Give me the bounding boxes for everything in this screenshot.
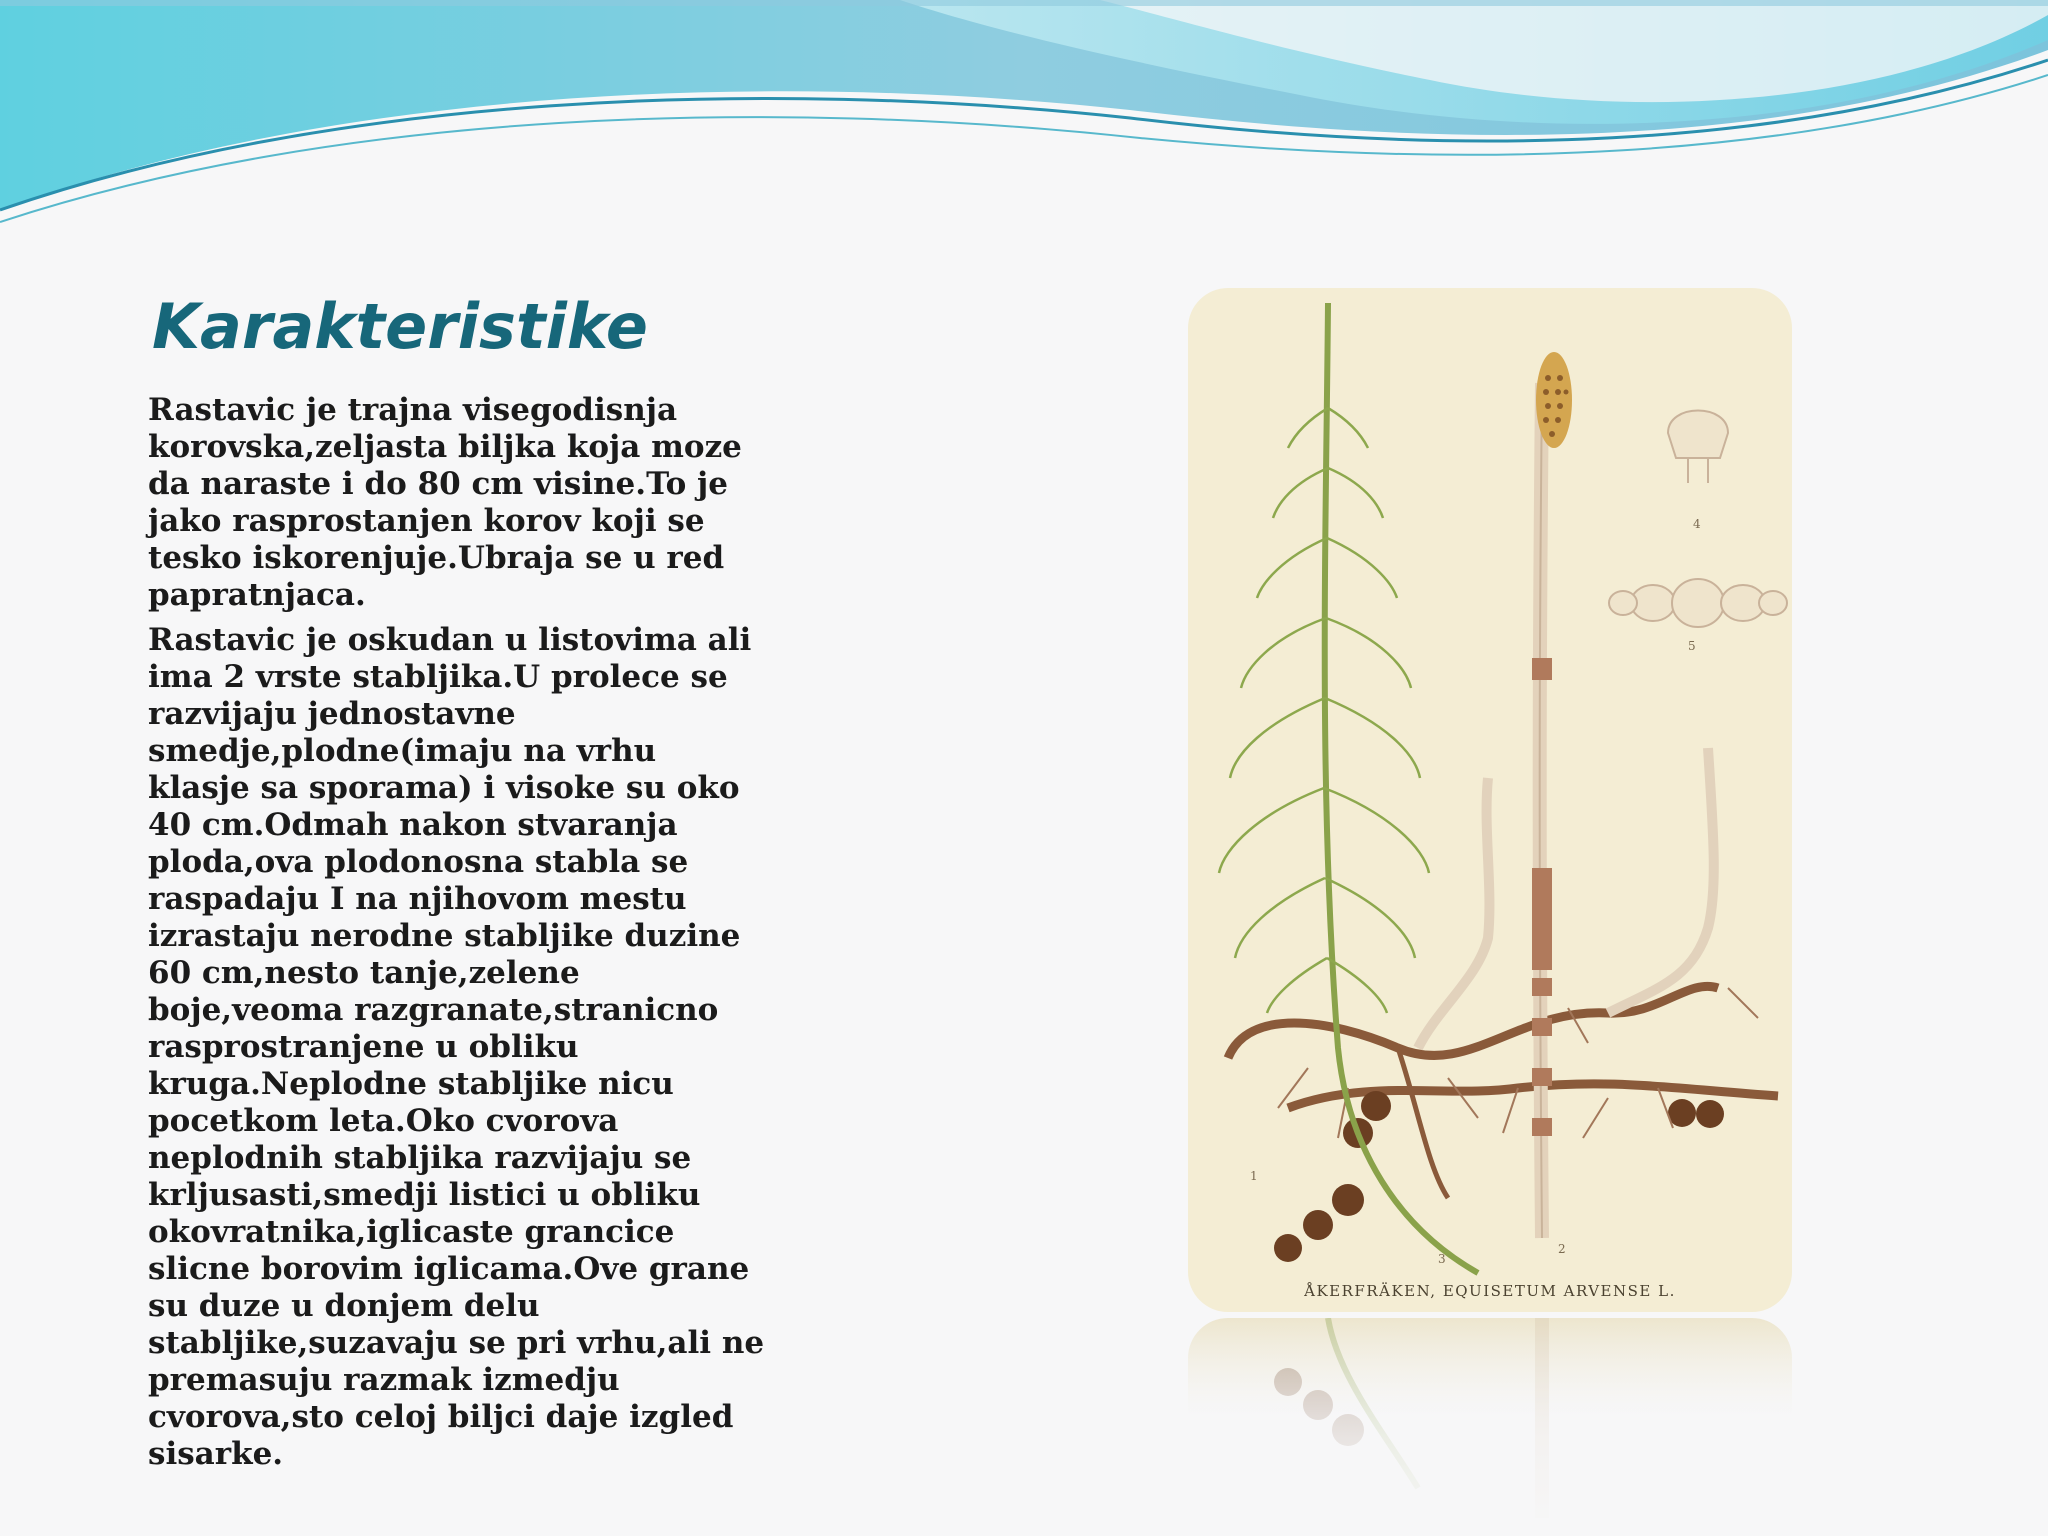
paragraph-intro: Rastavic je trajna visegodisnja korovska,zeljasta biljka koja moze da naraste i do 80 cm visine.To je jako rasprostanjen korov koji se tesko iskorenjuje.Ubraja se u red papratnjaca.: [148, 392, 742, 613]
slide-title: Karakteristike: [152, 290, 648, 363]
paragraph-stems: Rastavic je oskudan u listovima ali ima 2 vrste stabljika.U prolece se razvijaju jednostavne smedje,plodne(imaju na vrhu klasje sa sporama) i visoke su oko 40 cm.Odmah nakon stvaranja ploda,ova plodonosna stabla se raspadaju I na njihovom mestu izrastaju nerodne stabljike duzine 60 cm,nesto tanje,zelene boje,veoma razgranate,stranicno rasprostranjene u obliku kruga.Neplodne stabljike nicu pocetkom leta.Oko cvorova neplodnih stabljika razvijaju se krljusasti,smedji listici u obliku okovratnika,iglicaste grancice slicne borovim iglicama.Ove grane su duze u donjem delu stabljike,suzavaju se pri vrhu,ali ne premasuju razmak izmedju cvorova,sto celoj biljci daje izgled sisarke.: [148, 622, 765, 1472]
horsetail-drawing: [1188, 288, 1792, 1312]
figure-number-5: 5: [1688, 639, 1696, 653]
slide-body-text: [148, 392, 768, 1481]
figure-number-3: 3: [1438, 1252, 1446, 1266]
figure-number-2: 2: [1558, 1242, 1566, 1256]
illustration-caption: ÅKERFRÄKEN, EQUISETUM ARVENSE L.: [1304, 1282, 1676, 1300]
figure-number-1: 1: [1250, 1169, 1258, 1183]
header-wave-decoration: [0, 0, 2048, 240]
botanical-illustration: [1188, 288, 1792, 1312]
reflection-fade: [1188, 1318, 1792, 1536]
illustration-reflection: [1188, 1318, 1792, 1536]
figure-number-4: 4: [1693, 517, 1701, 531]
